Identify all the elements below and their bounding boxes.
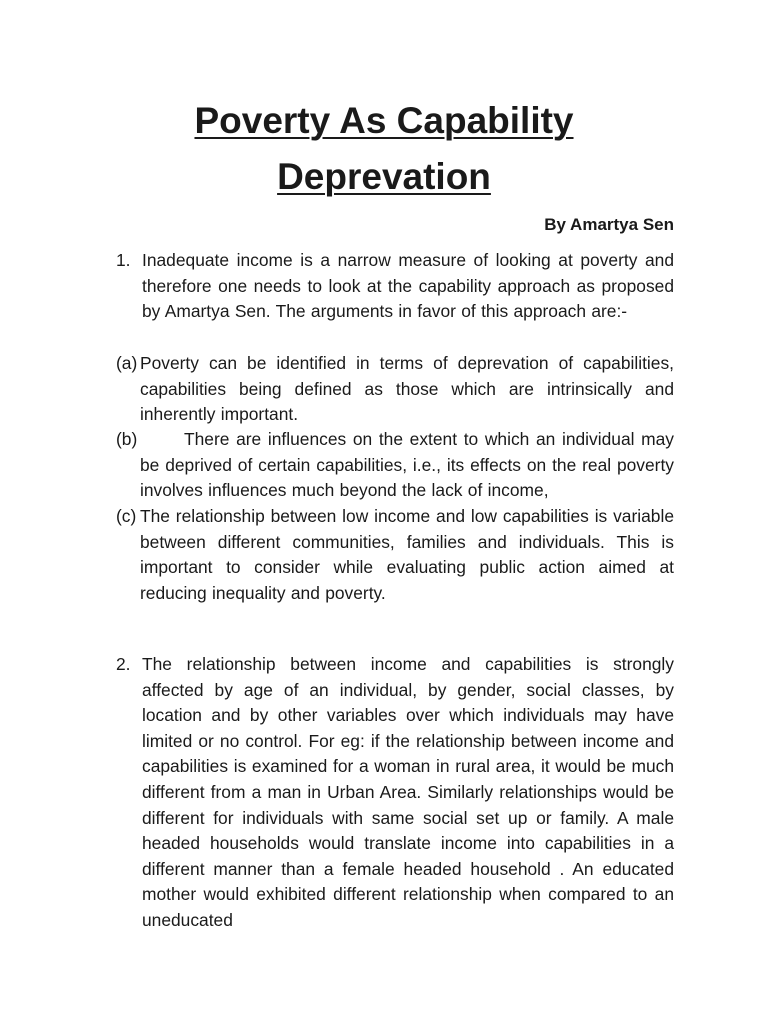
- list-item-text: There are influences on the extent to which an individual may be deprived of certain capabilities, i.e., its effects on the real poverty involves influences much beyond the lack of income,: [140, 429, 674, 501]
- document-title-line-1: Poverty As Capability: [194, 100, 574, 141]
- list-marker: 1.: [116, 250, 131, 270]
- list-item-2: [116, 652, 674, 934]
- list-item-b: [116, 427, 674, 504]
- list-item-a: [116, 351, 674, 428]
- list-item-text: The relationship between income and capabilities is strongly affected by age of an individual, by gender, social classes, by location and by other variables over which individuals may have limited or no control. For eg: if the relationship between income and capabilities is examined for a woman in rural area, it would be much different from a man in Urban Area. Similarly relationships would be different for individuals with same social set up or family. A male headed households would translate income into capabilities in a different manner than a female headed household . An educated mother would exhibited different relationship when compared to an uneducated: [142, 654, 674, 930]
- list-marker: 2.: [116, 654, 131, 674]
- list-item-text: Inadequate income is a narrow measure of looking at poverty and therefore one needs to look at the capability approach as proposed by Amartya Sen. The arguments in favor of this approach are:-: [142, 250, 674, 322]
- list-item-text: The relationship between low income and low capabilities is variable between different communities, families and individuals. This is important to consider while evaluating public action aimed at reducing inequality and poverty.: [140, 506, 674, 603]
- author-byline: By Amartya Sen: [544, 215, 674, 234]
- list-item-c: [116, 504, 674, 606]
- list-marker: (c): [116, 506, 137, 526]
- list-marker: (b): [116, 429, 138, 449]
- list-marker: (a): [116, 353, 138, 373]
- list-item-1: [116, 248, 674, 325]
- document-title-line-2: Deprevation: [277, 156, 491, 197]
- list-item-text: Poverty can be identified in terms of deprevation of capabilities, capabilities being defined as those which are intrinsically and inherently important.: [140, 353, 674, 425]
